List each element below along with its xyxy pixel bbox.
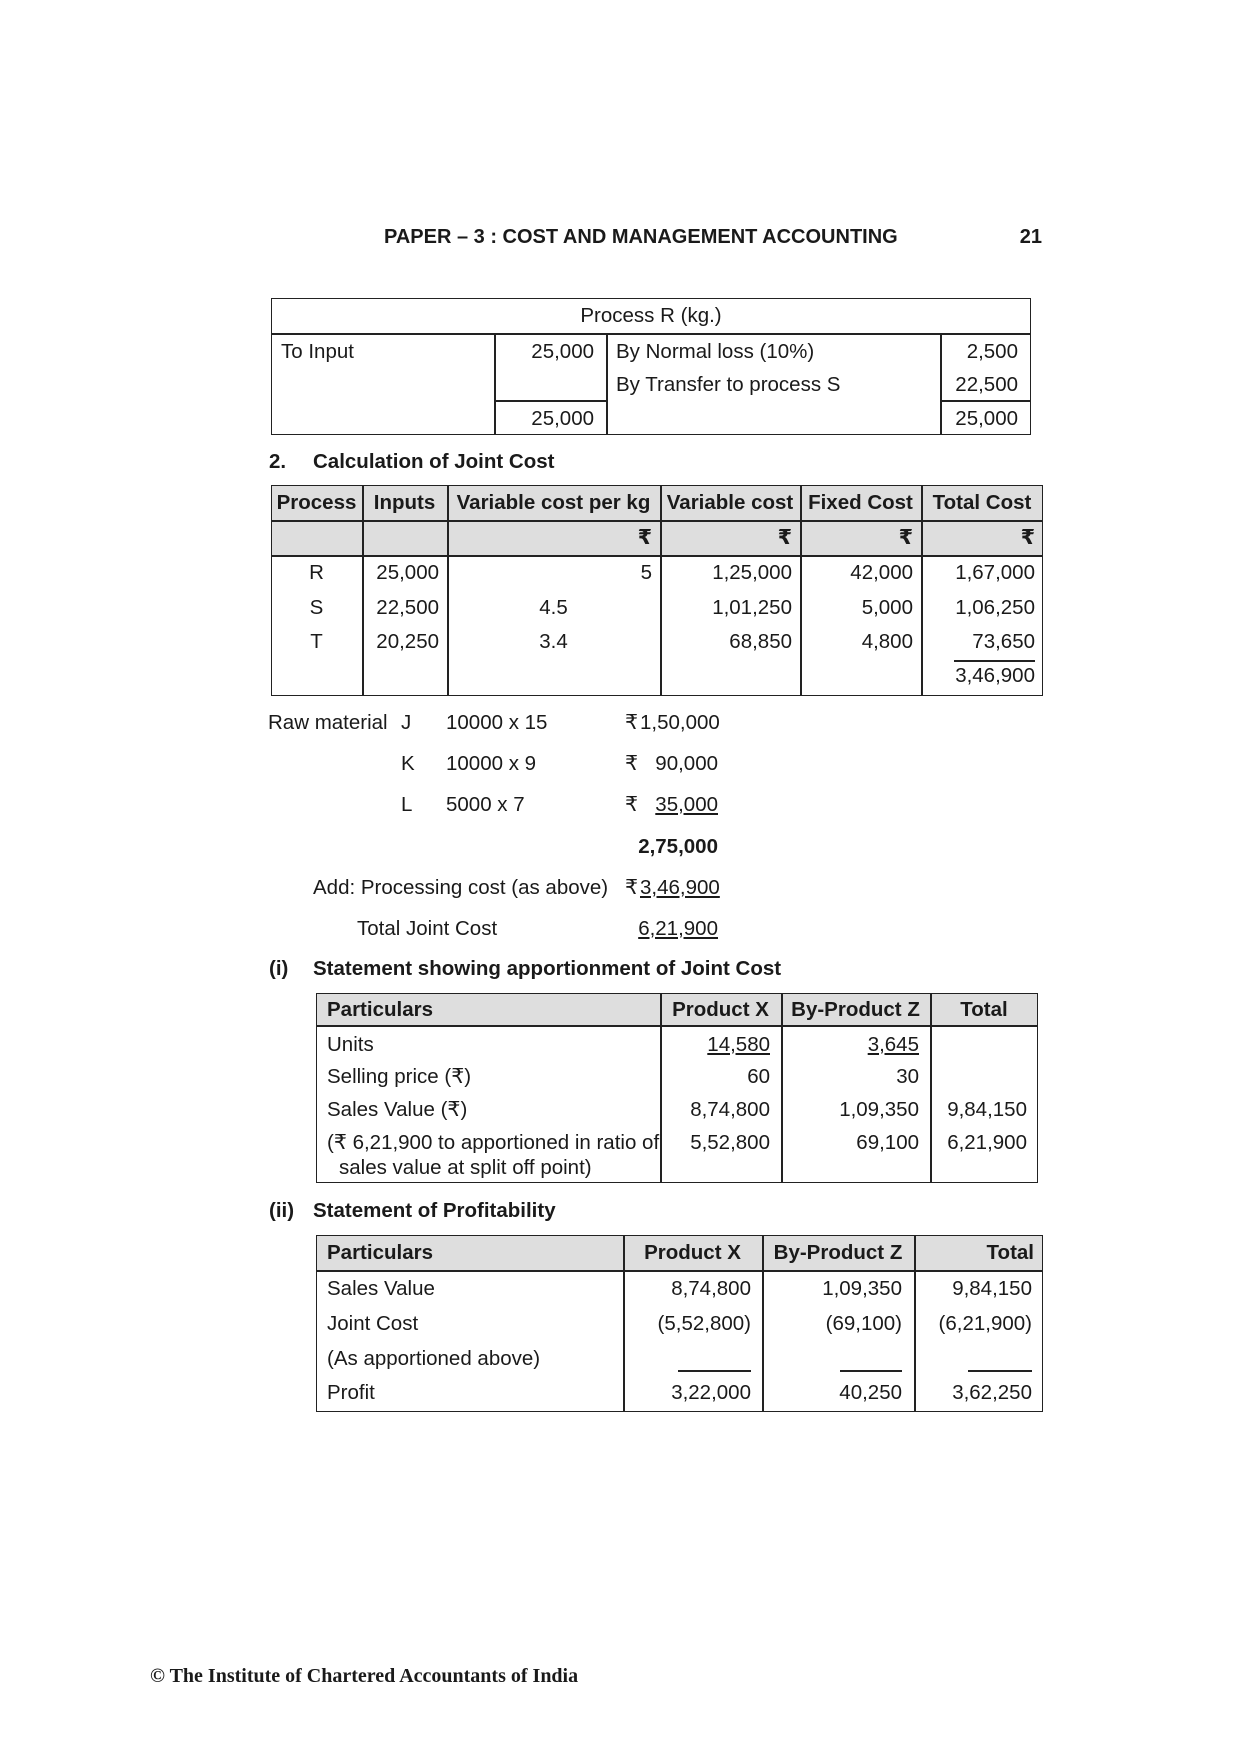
joint-cost-grand-total: 3,46,900 bbox=[955, 664, 1035, 687]
row-r-vc: 1,25,000 bbox=[712, 561, 792, 584]
raw-l-currency: ₹ bbox=[625, 793, 639, 816]
raw-j-calc: 10000 x 15 bbox=[446, 711, 548, 734]
row-s-inputs: 22,500 bbox=[376, 596, 439, 619]
subtotal-rule-x bbox=[678, 1370, 751, 1372]
col-variable-cost-per-kg: Variable cost per kg bbox=[456, 491, 651, 514]
footer-copyright: © The Institute of Chartered Accountants of India bbox=[150, 1665, 579, 1687]
col-particulars-ii: Particulars bbox=[327, 1241, 433, 1264]
row-sales-value-total: 9,84,150 bbox=[947, 1098, 1027, 1121]
page-number: 21 bbox=[1019, 226, 1042, 248]
row-sales-value-ii-label: Sales Value bbox=[327, 1277, 435, 1300]
credit-total: 25,000 bbox=[955, 407, 1018, 430]
row-sales-value-z: 1,09,350 bbox=[839, 1098, 919, 1121]
row-as-apportioned-label: (As apportioned above) bbox=[327, 1347, 541, 1370]
raw-j-amount: 1,50,000 bbox=[640, 711, 720, 734]
row-t-fixed: 4,800 bbox=[861, 630, 913, 653]
row-r-vc-per-kg: 5 bbox=[640, 561, 652, 584]
section-ii-number: (ii) bbox=[269, 1199, 295, 1222]
row-apportion-label-2: sales value at split off point) bbox=[339, 1156, 592, 1179]
page-title: PAPER – 3 : COST AND MANAGEMENT ACCOUNTING bbox=[384, 226, 898, 248]
row-r-inputs: 25,000 bbox=[376, 561, 439, 584]
add-processing-currency: ₹ bbox=[625, 876, 639, 899]
row-joint-cost-z: (69,100) bbox=[825, 1312, 902, 1335]
row-t-inputs: 20,250 bbox=[376, 630, 439, 653]
row-s-total: 1,06,250 bbox=[955, 596, 1035, 619]
row-selling-price-label: Selling price (₹) bbox=[327, 1065, 472, 1088]
debit-value: 25,000 bbox=[531, 340, 594, 363]
credit-value-normal-loss: 2,500 bbox=[966, 340, 1018, 363]
raw-l-calc: 5000 x 7 bbox=[446, 793, 525, 816]
subtotal-rule-total bbox=[968, 1370, 1032, 1372]
total-joint-cost-amount: 6,21,900 bbox=[638, 917, 718, 940]
row-sales-value-ii-total: 9,84,150 bbox=[952, 1277, 1032, 1300]
raw-j-code: J bbox=[401, 711, 412, 734]
raw-material-label: Raw material bbox=[268, 711, 388, 734]
currency-fixed: ₹ bbox=[898, 526, 913, 549]
row-profit-z: 40,250 bbox=[839, 1381, 902, 1404]
raw-k-amount: 90,000 bbox=[655, 752, 718, 775]
col-total-cost: Total Cost bbox=[932, 491, 1032, 514]
row-sales-value-x: 8,74,800 bbox=[690, 1098, 770, 1121]
currency-vc: ₹ bbox=[777, 526, 792, 549]
raw-subtotal: 2,75,000 bbox=[638, 835, 718, 858]
raw-l-amount: 35,000 bbox=[655, 793, 718, 816]
col-total: Total bbox=[960, 998, 1008, 1021]
row-units-z: 3,645 bbox=[867, 1033, 919, 1056]
col-particulars: Particulars bbox=[327, 998, 433, 1021]
section-ii-title: Statement of Profitability bbox=[313, 1199, 556, 1222]
currency-vc-per-kg: ₹ bbox=[637, 526, 652, 549]
row-sales-value-label: Sales Value (₹) bbox=[327, 1098, 468, 1121]
col-product-x-ii: Product X bbox=[644, 1241, 741, 1264]
col-fixed-cost: Fixed Cost bbox=[808, 491, 913, 514]
row-joint-cost-label: Joint Cost bbox=[327, 1312, 419, 1335]
col-variable-cost: Variable cost bbox=[666, 491, 794, 514]
currency-total: ₹ bbox=[1020, 526, 1035, 549]
row-sales-value-ii-z: 1,09,350 bbox=[822, 1277, 902, 1300]
raw-j-currency: ₹ bbox=[625, 711, 639, 734]
col-by-product-z: By-Product Z bbox=[791, 998, 920, 1021]
add-processing-amount: 3,46,900 bbox=[640, 876, 720, 899]
col-product-x: Product X bbox=[672, 998, 769, 1021]
total-joint-cost-label: Total Joint Cost bbox=[357, 917, 498, 940]
credit-value-transfer: 22,500 bbox=[955, 373, 1018, 396]
debit-total: 25,000 bbox=[531, 407, 594, 430]
col-inputs: Inputs bbox=[373, 491, 436, 514]
row-r-process: R bbox=[309, 561, 324, 584]
row-selling-price-z: 30 bbox=[896, 1065, 919, 1088]
row-joint-cost-total: (6,21,900) bbox=[938, 1312, 1032, 1335]
row-apportion-z: 69,100 bbox=[856, 1131, 919, 1154]
row-units-label: Units bbox=[327, 1033, 374, 1056]
section-i-number: (i) bbox=[269, 957, 289, 980]
credit-label-normal-loss: By Normal loss (10%) bbox=[616, 340, 815, 363]
subtotal-rule-z bbox=[840, 1370, 902, 1372]
add-processing-label: Add: Processing cost (as above) bbox=[313, 876, 609, 899]
row-s-vc: 1,01,250 bbox=[712, 596, 792, 619]
section-i-title: Statement showing apportionment of Joint Cost bbox=[313, 957, 782, 980]
row-r-fixed: 42,000 bbox=[850, 561, 913, 584]
row-t-vc-per-kg: 3.4 bbox=[539, 630, 568, 653]
section-2-number: 2. bbox=[269, 450, 287, 473]
row-sales-value-ii-x: 8,74,800 bbox=[671, 1277, 751, 1300]
row-s-fixed: 5,000 bbox=[861, 596, 913, 619]
col-process: Process bbox=[276, 491, 357, 514]
row-t-process: T bbox=[310, 630, 323, 653]
row-profit-x: 3,22,000 bbox=[671, 1381, 751, 1404]
col-by-product-z-ii: By-Product Z bbox=[773, 1241, 903, 1264]
row-s-process: S bbox=[309, 596, 324, 619]
row-t-vc: 68,850 bbox=[729, 630, 792, 653]
row-selling-price-x: 60 bbox=[747, 1065, 770, 1088]
row-units-x: 14,580 bbox=[707, 1033, 770, 1056]
raw-k-code: K bbox=[401, 752, 415, 775]
row-apportion-x: 5,52,800 bbox=[690, 1131, 770, 1154]
process-r-title: Process R (kg.) bbox=[580, 304, 722, 327]
row-profit-label: Profit bbox=[327, 1381, 375, 1404]
row-t-total: 73,650 bbox=[972, 630, 1035, 653]
debit-label: To Input bbox=[281, 340, 354, 363]
row-apportion-total: 6,21,900 bbox=[947, 1131, 1027, 1154]
raw-k-calc: 10000 x 9 bbox=[446, 752, 537, 775]
raw-l-code: L bbox=[401, 793, 413, 816]
row-joint-cost-x: (5,52,800) bbox=[657, 1312, 751, 1335]
section-2-title: Calculation of Joint Cost bbox=[313, 450, 555, 473]
row-apportion-label-1: (₹ 6,21,900 to apportioned in ratio of bbox=[327, 1131, 660, 1154]
row-profit-total: 3,62,250 bbox=[952, 1381, 1032, 1404]
credit-label-transfer: By Transfer to process S bbox=[616, 373, 841, 396]
raw-k-currency: ₹ bbox=[625, 752, 639, 775]
row-s-vc-per-kg: 4.5 bbox=[539, 596, 568, 619]
row-r-total: 1,67,000 bbox=[955, 561, 1035, 584]
col-total-ii: Total bbox=[986, 1241, 1034, 1264]
